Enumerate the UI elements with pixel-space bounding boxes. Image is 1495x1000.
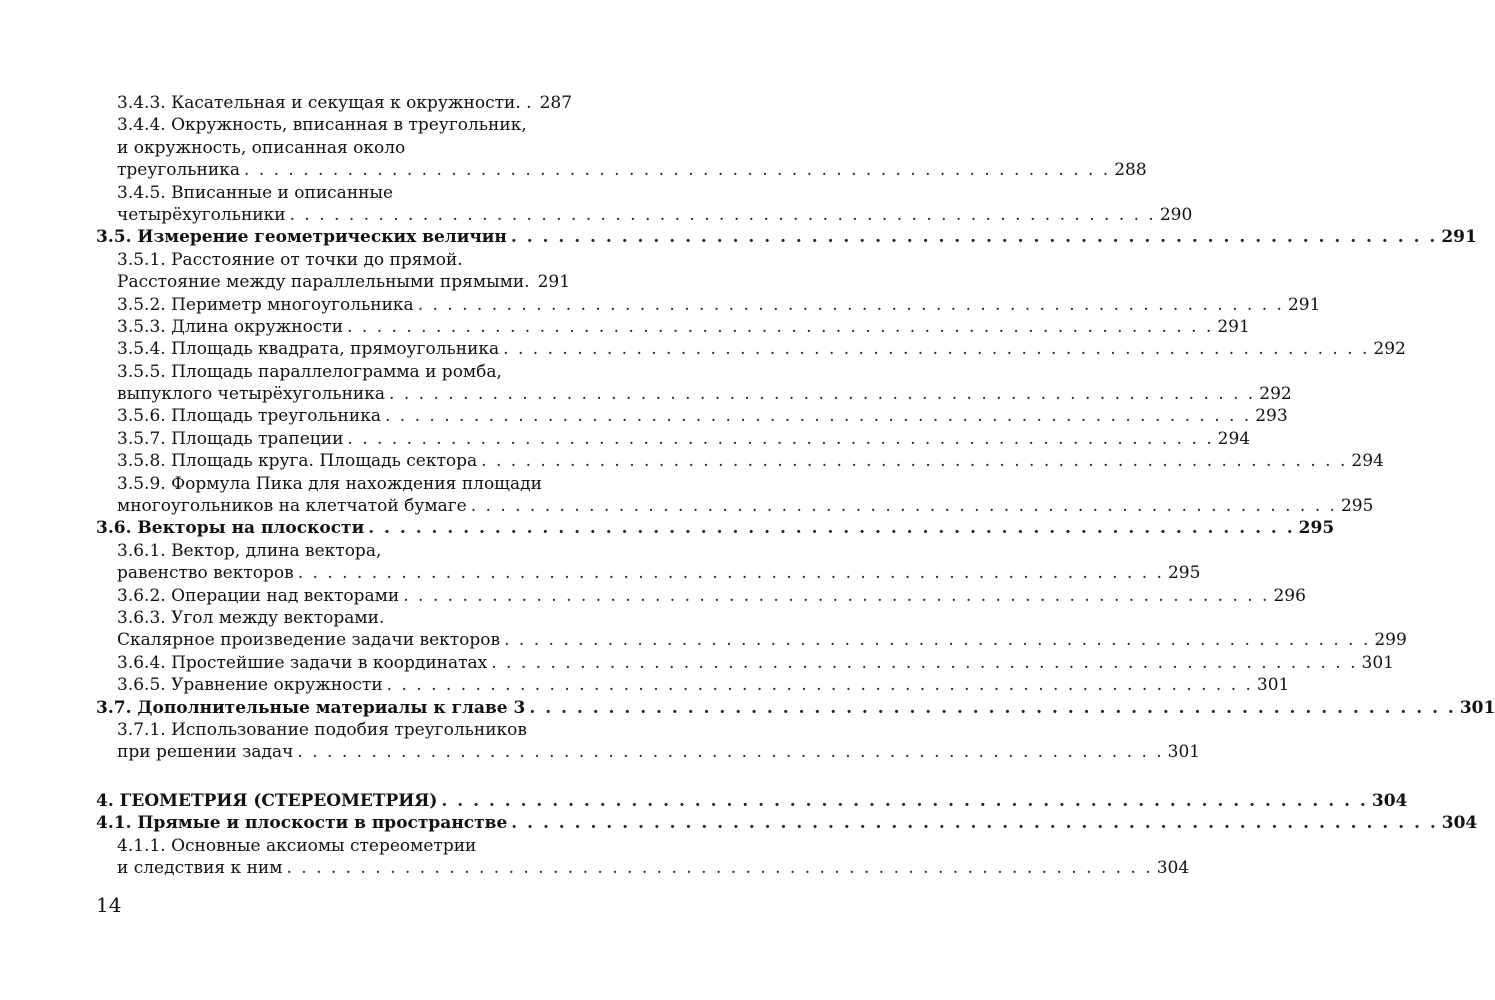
toc-entry (96, 92, 573, 114)
dot-leader (471, 495, 1337, 517)
toc-entry (96, 182, 556, 204)
toc-page-number: 288 (1114, 160, 1147, 181)
toc-entry (96, 674, 1290, 696)
dot-leader (481, 450, 1347, 472)
dot-leader (385, 405, 1251, 427)
toc-entry-title: 3.6.4. Простейшие задачи в координатах (117, 652, 488, 673)
toc-entry (96, 294, 1321, 316)
toc-page-number: 301 (1361, 652, 1394, 673)
toc-entry-title: равенство векторов (117, 563, 294, 584)
toc-section-heading (96, 226, 1477, 248)
toc-entry (96, 857, 1190, 879)
dot-leader (286, 857, 1152, 879)
toc-entry-title: 3.6.5. Уравнение окружности (117, 675, 383, 696)
dot-leader (511, 226, 1437, 248)
toc-entry-title: многоугольников на клетчатой бумаге (117, 496, 467, 517)
dot-leader (368, 517, 1294, 539)
toc-page-number: 304 (1156, 857, 1190, 878)
toc-entry (96, 405, 1288, 427)
toc-entry-title: Скалярное произведение задачи векторов (117, 630, 501, 651)
toc-entry (96, 249, 556, 271)
dot-leader (491, 652, 1357, 674)
toc-entry-title: 3.5.2. Периметр многоугольника (117, 294, 414, 315)
toc-entry-title: 4.1.1. Основные аксиомы стереометрии (117, 835, 477, 856)
toc-page-number: 291 (537, 272, 571, 293)
toc-entry-title: 3.4.3. Касательная и секущая к окружности. . (117, 93, 532, 113)
dot-leader (297, 741, 1163, 763)
toc-entry (96, 271, 571, 293)
dot-leader (244, 159, 1110, 181)
toc-entry-title: 3.5.5. Площадь параллелограмма и ромба, (117, 361, 502, 382)
toc-entry-title: 3.4.4. Окружность, вписанная в треугольник, (117, 115, 527, 136)
toc-page-number: 293 (1255, 406, 1288, 427)
toc-entry (96, 361, 556, 383)
dot-leader (347, 316, 1213, 338)
toc-entry (96, 473, 556, 495)
toc-page-number: 294 (1217, 428, 1251, 449)
dot-leader (403, 585, 1269, 607)
toc-entry (96, 204, 1193, 226)
toc-entry-title: 3.5.4. Площадь квадрата, прямоугольника (117, 339, 500, 360)
toc-entry-title: 3.7.1. Использование подобия треугольников (117, 719, 527, 740)
toc-entry (96, 629, 1407, 651)
toc-entry-title: 3.5.8. Площадь круга. Площадь сектора (117, 451, 478, 472)
dot-leader (441, 790, 1367, 812)
toc-page-number: 295 (1340, 496, 1374, 517)
toc-entry (96, 585, 1306, 607)
toc-entry-title: выпуклого четырёхугольника (117, 384, 386, 405)
dot-leader (504, 629, 1370, 651)
toc-section-heading (96, 790, 1408, 812)
toc-entry (96, 137, 556, 159)
toc-entry-title: четырёхугольники (117, 204, 286, 225)
toc-entry (96, 316, 1250, 338)
toc-entry-title: при решении задач (117, 742, 294, 763)
toc-entry-title: 4. ГЕОМЕТРИЯ (СТЕРЕОМЕТРИЯ) (96, 790, 438, 811)
toc-page-number: 304 (1371, 790, 1408, 811)
toc-entry (96, 607, 556, 629)
dot-leader (389, 383, 1255, 405)
table-of-contents (96, 92, 1495, 879)
toc-page-number: 301 (1256, 675, 1290, 696)
dot-leader (511, 812, 1437, 834)
dot-leader (418, 294, 1284, 316)
toc-page-number: 287 (539, 93, 573, 113)
toc-entry (96, 562, 1201, 584)
dot-leader (503, 338, 1369, 360)
toc-entry-title: 3.6.3. Угол между векторами. (117, 607, 385, 628)
toc-entry-title: 3.5.7. Площадь трапеции (117, 428, 344, 449)
toc-page-number: 301 (1167, 742, 1201, 763)
toc-entry-title: 3.5.6. Площадь треугольника (117, 406, 381, 427)
page-number: 14 (96, 893, 122, 917)
toc-entry-title: 3.5.3. Длина окружности (117, 316, 344, 337)
dot-leader (298, 562, 1164, 584)
toc-entry (96, 835, 556, 857)
toc-page-number: 290 (1159, 204, 1193, 225)
toc-entry (96, 383, 1292, 405)
toc-page-number: 304 (1441, 813, 1478, 834)
toc-entry (96, 338, 1406, 360)
toc-page-number: 292 (1259, 384, 1292, 405)
toc-entry-title: 3.6.2. Операции над векторами (117, 585, 400, 606)
toc-entry (96, 114, 556, 136)
toc-block-chapter-3 (96, 92, 1495, 764)
toc-page-number: 292 (1373, 339, 1406, 360)
toc-page-number: 295 (1298, 518, 1335, 539)
toc-entry (96, 540, 556, 562)
toc-entry (96, 450, 1384, 472)
dot-leader (347, 428, 1213, 450)
toc-page-number: 299 (1374, 630, 1407, 651)
toc-entry-title: Расстояние между параллельными прямыми. (117, 272, 530, 293)
dot-leader (387, 674, 1253, 696)
toc-entry-title: 3.6. Векторы на плоскости (96, 518, 365, 539)
toc-entry-title: 3.4.5. Вписанные и описанные (117, 182, 394, 203)
toc-entry-title: 3.5. Измерение геометрических величин (96, 227, 507, 248)
toc-page-number: 294 (1351, 451, 1384, 472)
toc-block-chapter-4 (96, 790, 1478, 880)
dot-leader (529, 697, 1455, 719)
toc-page-number: 291 (1217, 316, 1250, 337)
toc-entry-title: 3.6.1. Вектор, длина вектора, (117, 540, 382, 561)
toc-entry (96, 428, 1251, 450)
toc-section-heading (96, 812, 1478, 834)
toc-entry-title: 4.1. Прямые и плоскости в пространстве (96, 813, 508, 834)
toc-section-heading (96, 517, 1335, 539)
toc-entry-title: и окружность, описанная около (117, 137, 406, 158)
toc-entry (96, 495, 1374, 517)
toc-page-number: 296 (1273, 585, 1306, 606)
dot-leader (290, 204, 1156, 226)
toc-page-number: 295 (1167, 563, 1201, 584)
toc-entry (96, 652, 1394, 674)
toc-entry-title: и следствия к ним (117, 857, 283, 878)
toc-entry (96, 719, 556, 741)
toc-section-heading (96, 697, 1495, 719)
toc-entry (96, 159, 1147, 181)
toc-page-number: 301 (1459, 697, 1495, 718)
toc-entry (96, 741, 1201, 763)
toc-page-number: 291 (1441, 227, 1477, 248)
toc-entry-title: 3.5.9. Формула Пика для нахождения площади (117, 473, 542, 494)
toc-page-number: 291 (1287, 294, 1321, 315)
section-gap (96, 764, 556, 790)
toc-entry-title: треугольника (117, 160, 240, 181)
toc-entry-title: 3.7. Дополнительные материалы к главе 3 (96, 697, 526, 718)
toc-entry-title: 3.5.1. Расстояние от точки до прямой. (117, 249, 463, 270)
